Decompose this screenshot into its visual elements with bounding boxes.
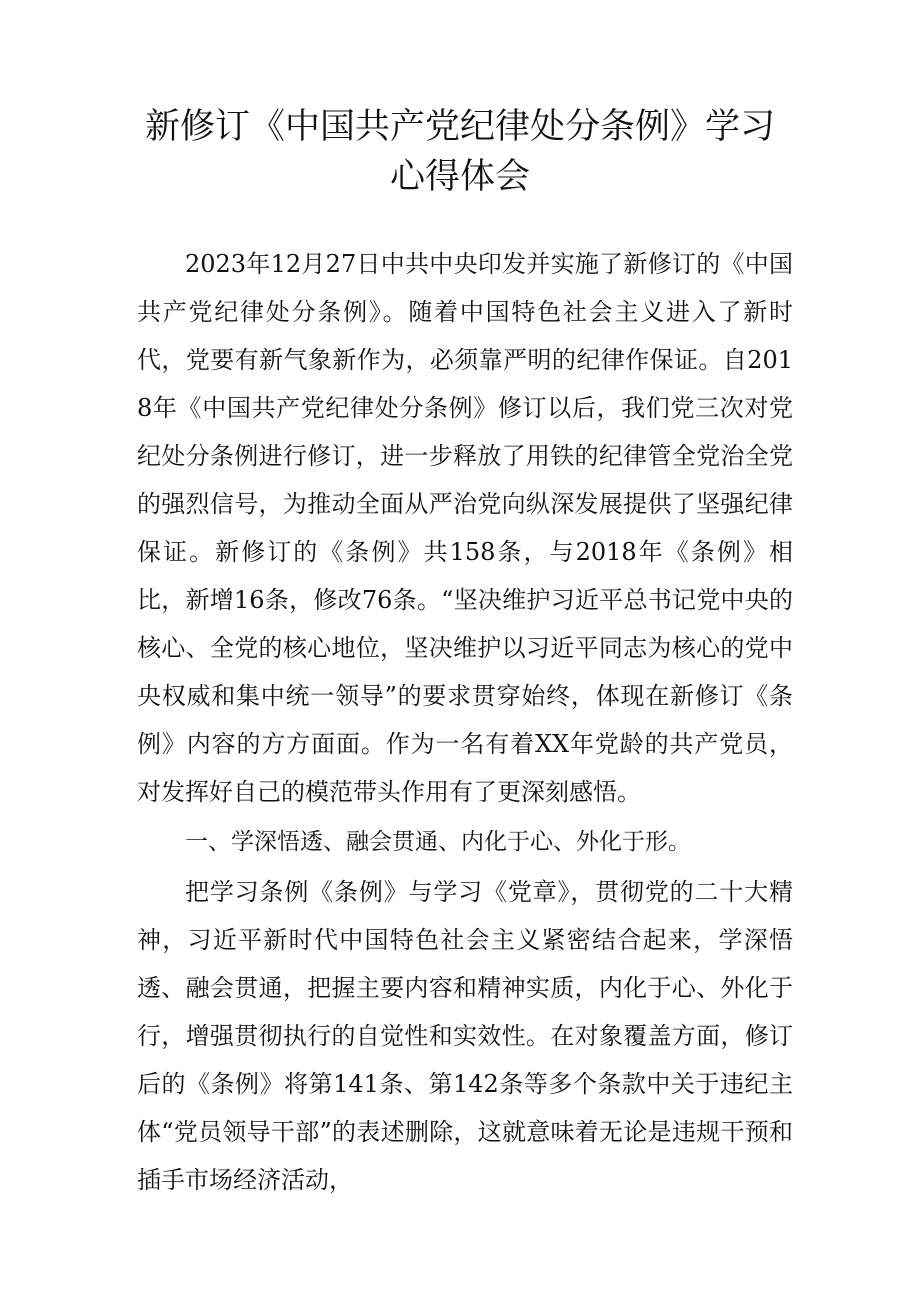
body-paragraph-2-container <box>137 868 793 1204</box>
document-title-line1: 新修订《中国共产党纪律处分条例》学习 <box>144 107 775 147</box>
body-paragraph-1: 2023年12月27日中共中央印发并实施了新修订的《中国共产党纪律处分条例》。随着中国特色社会主义进入了新时代，党要有新气象新作为，必须靠严明的纪律作保证。自2018年《中国共产党纪律处分条例》修订以后，我们党三次对党纪处分条例进行修订，进一步释放了用铁的纪律管全党治全党的强烈信号，为推动全面从严治党向纵深发展提供了坚强纪律保证。新修订的《条例》共158条，与2018年《条例》相比，新增16条，修改76条。“坚决维护习近平总书记党中央的核心、全党的核心地位，坚决维护以习近平同志为核心的党中央权威和集中统一领导”的要求贯穿始终，体现在新修订《条例》内容的方方面面。作为一名有着XX年党龄的共产党员，对发挥好自己的模范带头作用有了更深刻感悟。 <box>137 250 793 806</box>
body-paragraph-1-container <box>137 240 793 816</box>
section-heading-1: 一、学深悟透、融会贯通、内化于心、外化于形。 <box>185 829 691 855</box>
body-paragraph-2: 把学习条例《条例》与学习《党章》，贯彻党的二十大精神，习近平新时代中国特色社会主义紧密结合起来，学深悟透、融会贯通，把握主要内容和精神实质，内化于心、外化于行，增强贯彻执行的自觉性和实效性。在对象覆盖方面，修订后的《条例》将第141条、第142条等多个条款中关于违纪主体“党员领导干部”的表述删除，这就意味着无论是违规干预和插手市场经济活动， <box>137 878 793 1194</box>
document-title-line2: 心得体会 <box>389 157 530 197</box>
